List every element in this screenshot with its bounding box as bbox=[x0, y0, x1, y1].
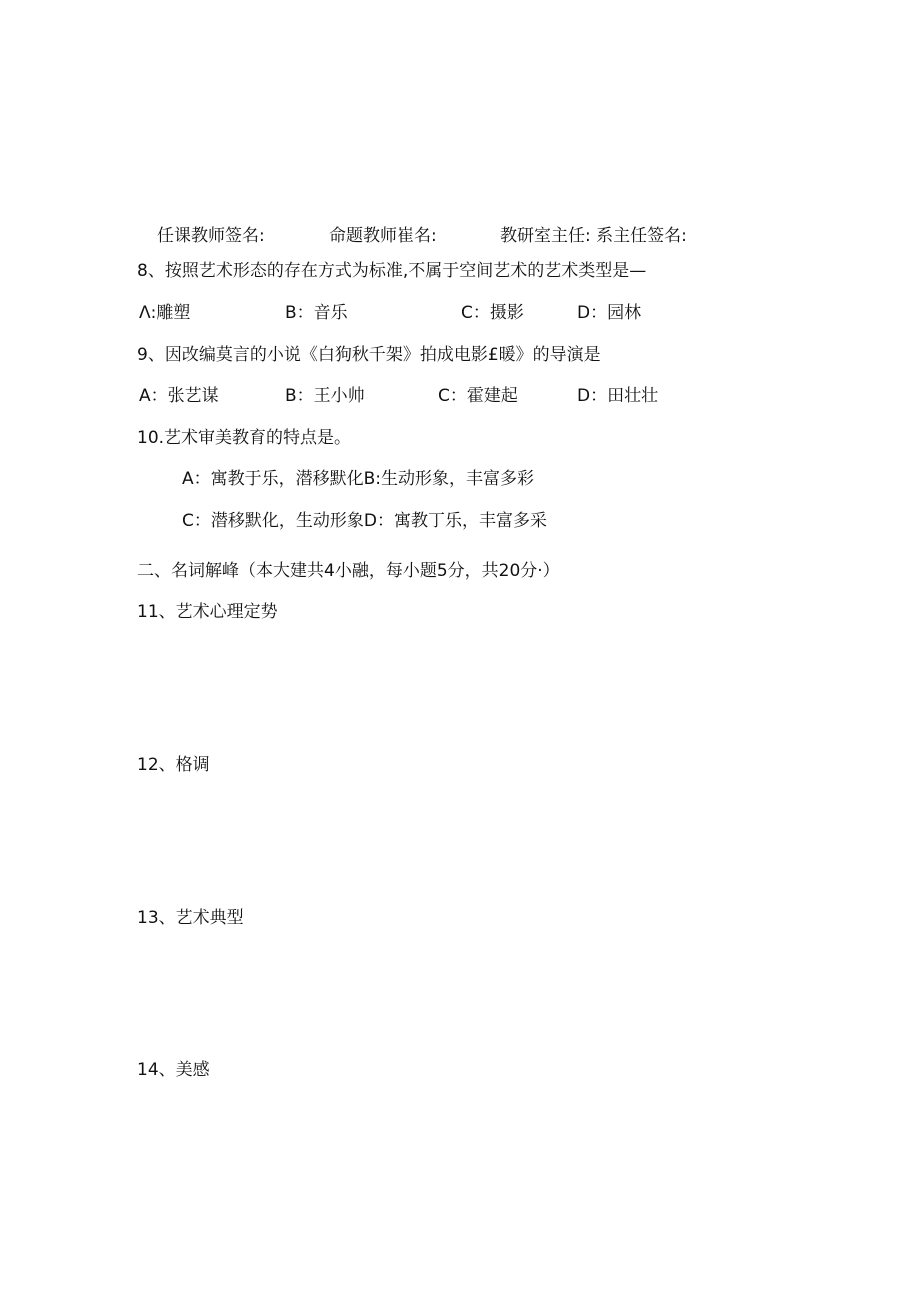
question-9-option-a: A：张艺谋 bbox=[139, 386, 219, 406]
teacher-signature-label: 任课教师签名: bbox=[157, 226, 265, 246]
question-8-option-d: D：园林 bbox=[577, 303, 642, 323]
question-9-stem: 9、因改编莫言的小说《白狗秋千架》拍成电影£暖》的导演是 bbox=[137, 345, 601, 365]
term-item-12: 12、格调 bbox=[137, 755, 210, 775]
section-2-heading: 二、名词解峰（本大建共4小融，每小题5分，共20分·） bbox=[137, 561, 560, 581]
question-10-stem: 10.艺术审美教育的特点是。 bbox=[137, 428, 352, 448]
term-item-14: 14、美感 bbox=[137, 1060, 210, 1080]
question-9-option-c: C：霍建起 bbox=[438, 386, 518, 406]
question-8-stem: 8、按照艺术形态的存在方式为标准,不属于空间艺术的艺术类型是— bbox=[137, 261, 647, 281]
question-8-option-a: Λ:雕塑 bbox=[139, 303, 191, 323]
question-9-option-b: B：王小帅 bbox=[285, 386, 365, 406]
term-item-13: 13、艺术典型 bbox=[137, 908, 244, 928]
proposer-signature-label: 命题教师崔名: bbox=[329, 226, 437, 246]
term-item-11: 11、艺术心理定势 bbox=[137, 602, 278, 622]
question-9-option-d: D：田壮壮 bbox=[577, 386, 659, 406]
director-signature-label: 教研室主任: 系主任签名: bbox=[500, 226, 687, 246]
question-8-option-c: C：摄影 bbox=[461, 303, 524, 323]
question-8-option-b: B：音乐 bbox=[285, 303, 348, 323]
question-10-options-line-1: A：寓教于乐，潜移默化B:生动形象，丰富多彩 bbox=[182, 469, 535, 489]
question-10-options-line-2: C：潜移默化，生动形象D：寓教丁乐，丰富多采 bbox=[182, 511, 547, 531]
